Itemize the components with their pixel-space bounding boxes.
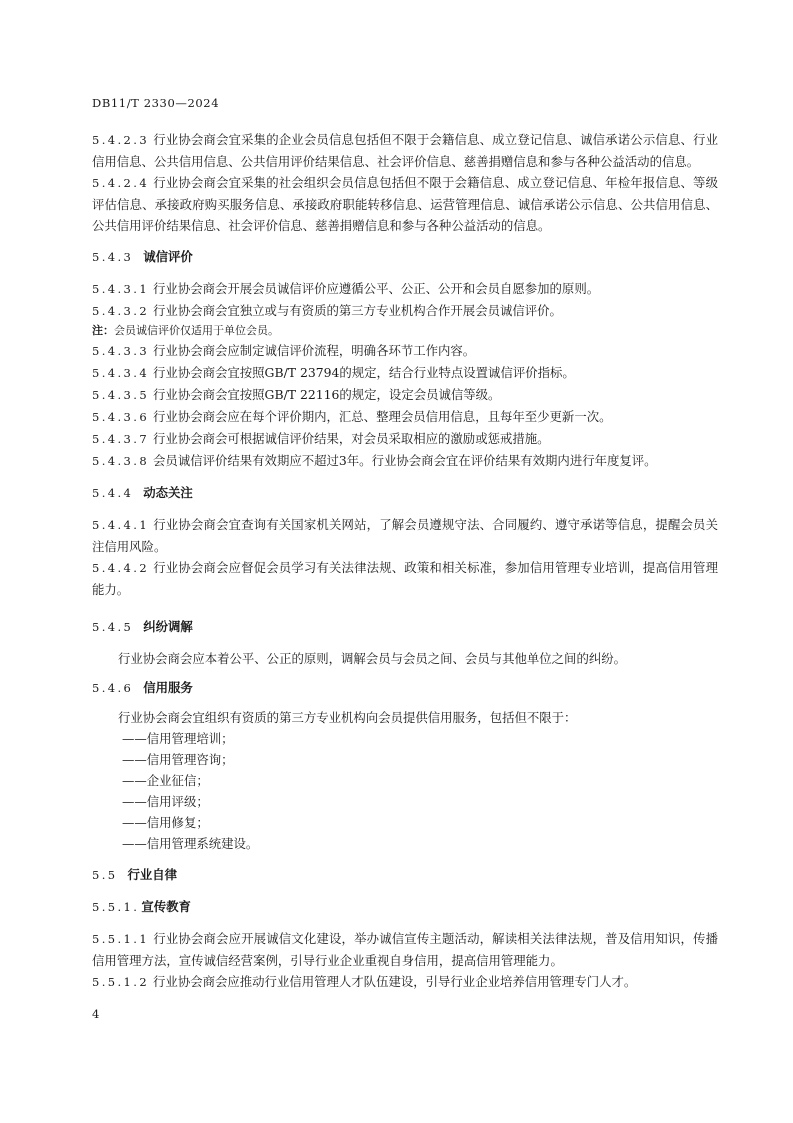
- clause-text: 行业协会商会宜按照GB/T 23794的规定，结合行业特点设置诚信评价指标。: [153, 365, 575, 380]
- document-header: DB11/T 2330—2024: [92, 96, 220, 110]
- clause-text: 行业协会商会应开展诚信文化建设，举办诚信宣传主题活动，解读相关法律法规，普及信用知识，传播信用管理方法，宣传诚信经营案例，引导行业企业重视自身信用，提高信用管理能力。: [92, 931, 718, 968]
- clause-text: 行业协会商会宜独立或与有资质的第三方专业机构合作开展会员诚信评价。: [153, 303, 562, 318]
- heading-title: 诚信评价: [143, 249, 193, 264]
- clause-text: 行业协会商会宜采集的社会组织会员信息包括但不限于会籍信息、成立登记信息、年检年报信息、等级评估信息、承接政府购买服务信息、承接政府职能转移信息、运营管理信息、诚信承诺公示信息、公共信用信息、公共信用评价结果信息、社会评价信息、慈善捐赠信息和参与各种公益活动的信息。: [92, 175, 718, 233]
- clause-text: 行业协会商会应在每个评价期内，汇总、整理会员信用信息，且每年至少更新一次。: [153, 409, 612, 424]
- list-item: ——信用评级；: [122, 794, 209, 809]
- clause-5-4-3-4: [92, 362, 718, 384]
- heading-5-5-1: [92, 896, 718, 918]
- clause-number: 5.4.3.4: [92, 366, 150, 380]
- heading-number: 5.4.6: [92, 681, 134, 695]
- clause-text: 行业协会商会应制定诚信评价流程，明确各环节工作内容。: [153, 343, 476, 358]
- note: [92, 322, 718, 340]
- heading-title: 动态关注: [143, 485, 193, 500]
- page-content: [92, 129, 718, 993]
- list-item: ——信用修复；: [122, 815, 209, 830]
- list-item: ——企业征信；: [122, 773, 209, 788]
- clause-text: 行业协会商会可根据诚信评价结果，对会员采取相应的激励或惩戒措施。: [153, 431, 550, 446]
- heading-5-5: [92, 864, 718, 886]
- clause-number: 5.4.3.5: [92, 388, 150, 402]
- clause-5-5-1-1: [92, 928, 718, 971]
- clause-number: 5.4.2.4: [92, 176, 150, 190]
- clause-number: 5.4.3.8: [92, 454, 150, 468]
- clause-number: 5.4.3.7: [92, 432, 150, 446]
- heading-title: 行业自律: [127, 867, 178, 882]
- paragraph-5-4-5: 行业协会商会应本着公平、公正的原则，调解会员与会员之间、会员与其他单位之间的纠纷。: [118, 651, 627, 666]
- heading-number: 5.5: [92, 868, 118, 882]
- heading-number: 5.4.4: [92, 486, 134, 500]
- clause-number: 5.4.3.2: [92, 304, 150, 318]
- clause-5-4-3-7: [92, 428, 718, 450]
- clause-5-4-4-2: [92, 557, 718, 600]
- list-item: ——信用管理系统建设。: [122, 836, 259, 851]
- clause-5-4-2-3: [92, 129, 718, 172]
- clause-text: 行业协会商会宜查询有关国家机关网站，了解会员遵规守法、合同履约、遵守承诺等信息，提醒会员关注信用风险。: [92, 517, 718, 554]
- heading-number: 5.4.5: [92, 620, 134, 634]
- clause-5-4-3-8: [92, 450, 718, 472]
- heading-5-4-6: [92, 677, 718, 699]
- heading-title: 宣传教育: [141, 899, 191, 914]
- note-text: 会员诚信评价仅适用于单位会员。: [114, 324, 279, 337]
- clause-text: 行业协会商会宜按照GB/T 22116的规定，设定会员诚信等级。: [153, 387, 501, 402]
- clause-number: 5.4.3.3: [92, 344, 150, 358]
- heading-number: 5.4.3: [92, 250, 134, 264]
- clause-number: 5.4.2.3: [92, 133, 150, 147]
- heading-title: 纠纷调解: [143, 619, 193, 634]
- paragraph-5-4-6: 行业协会商会宜组织有资质的第三方专业机构向会员提供信用服务，包括但不限于：: [118, 710, 577, 725]
- clause-5-4-3-1: [92, 278, 718, 300]
- list-item: ——信用管理培训；: [122, 731, 234, 746]
- list-item: ——信用管理咨询；: [122, 752, 234, 767]
- clause-5-4-4-1: [92, 514, 718, 557]
- clause-text: 行业协会商会宜采集的企业会员信息包括但不限于会籍信息、成立登记信息、诚信承诺公示信息、行业信用信息、公共信用信息、公共信用评价结果信息、社会评价信息、慈善捐赠信息和参与各种公益活动的信息。: [92, 132, 718, 169]
- clause-text: 行业协会商会应督促会员学习有关法律法规、政策和相关标准，参加信用管理专业培训，提高信用管理能力。: [92, 560, 718, 597]
- clause-5-4-3-3: [92, 340, 718, 362]
- clause-text: 会员诚信评价结果有效期应不超过3年。行业协会商会宜在评价结果有效期内进行年度复评。: [153, 453, 657, 468]
- clause-number: 5.4.3.6: [92, 410, 150, 424]
- clause-number: 5.5.1.1: [92, 932, 150, 946]
- note-label: 注：: [92, 324, 114, 337]
- clause-5-4-3-2: [92, 300, 718, 322]
- heading-5-4-5: [92, 616, 718, 638]
- clause-5-5-1-2: [92, 971, 718, 993]
- heading-title: 信用服务: [143, 680, 193, 695]
- clause-number: 5.5.1.2: [92, 975, 150, 989]
- heading-5-4-4: [92, 482, 718, 504]
- heading-number: 5.5.1.: [92, 900, 140, 914]
- clause-text: 行业协会商会应推动行业信用管理人才队伍建设，引导行业企业培养信用管理专门人才。: [153, 974, 637, 989]
- page-number: 4: [92, 1007, 100, 1021]
- clause-number: 5.4.4.1: [92, 518, 150, 532]
- clause-number: 5.4.4.2: [92, 561, 150, 575]
- clause-5-4-2-4: [92, 172, 718, 236]
- clause-text: 行业协会商会开展会员诚信评价应遵循公平、公正、公开和会员自愿参加的原则。: [153, 281, 600, 296]
- heading-5-4-3: [92, 246, 718, 268]
- clause-5-4-3-6: [92, 406, 718, 428]
- clause-5-4-3-5: [92, 384, 718, 406]
- clause-number: 5.4.3.1: [92, 282, 150, 296]
